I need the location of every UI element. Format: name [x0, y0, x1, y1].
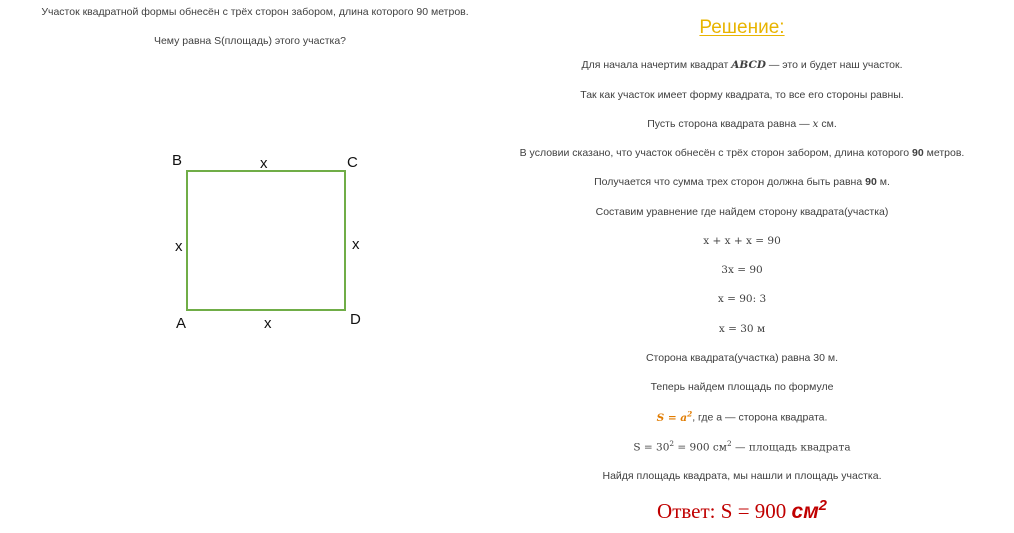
vertex-label-d: D — [350, 311, 361, 328]
vertex-label-b: B — [172, 152, 183, 169]
l1-abcd: ABCD — [731, 59, 766, 71]
solution-line-10 — [480, 439, 1004, 454]
answer-pre: Ответ: S = 900 — [657, 499, 792, 523]
equation-1: x + x + x = 90 — [703, 235, 781, 247]
side-label-bottom: x — [264, 315, 272, 332]
side-label-top: x — [260, 155, 268, 172]
l5-num: 90 — [865, 176, 877, 188]
solution-line-6: Составим уравнение где найдем сторону квадрата(участка) — [595, 206, 889, 218]
equation-4: x = 30 м — [718, 323, 766, 335]
l1-post: — это и будет наш участок. — [765, 59, 903, 71]
vertex-label-c: C — [347, 154, 358, 171]
l5-post: м. — [876, 176, 890, 188]
solution-line-2: Так как участок имеет форму квадрата, то все его стороны равны. — [580, 89, 904, 101]
equation-3: x = 90: 3 — [717, 293, 767, 305]
l10-pre: S = 30 — [633, 441, 670, 454]
solution-section — [480, 0, 1004, 533]
area-formula — [656, 409, 693, 424]
answer — [480, 498, 1004, 524]
l4-pre: В условии сказано, что участок обнесён с трёх сторон забором, длина которого — [519, 147, 913, 159]
area-formula-exp: 2 — [687, 409, 693, 418]
answer-exp: 2 — [818, 498, 827, 514]
side-label-right: x — [352, 236, 360, 253]
square-figure — [150, 145, 390, 345]
l3-x: x — [812, 118, 819, 130]
solution-line-3 — [480, 118, 1004, 130]
solution-line-9 — [480, 409, 1004, 424]
l4-post: метров. — [923, 147, 965, 159]
equation-2: 3x = 90 — [721, 264, 763, 276]
l10-mid: = 900 см — [674, 441, 727, 454]
area-formula-base: S = a — [656, 411, 688, 424]
solution-line-7: Сторона квадрата(участка) равна 30 м. — [645, 352, 839, 364]
l1-pre: Для начала начертим квадрат — [581, 59, 732, 71]
square-shape — [187, 171, 345, 310]
answer-unit: см — [791, 500, 819, 523]
l3-post: см. — [818, 118, 837, 130]
l3-pre: Пусть сторона квадрата равна — — [647, 118, 813, 130]
solution-line-11: Найдя площадь квадрата, мы нашли и площадь участка. — [602, 470, 882, 482]
problem-line-1: Участок квадратной формы обнесён с трёх сторон забором, длина которого 90 метров. — [41, 6, 469, 18]
solution-line-5 — [480, 176, 1004, 188]
l5-pre: Получается что сумма трех сторон должна быть равна — [594, 176, 866, 188]
l10-exp2: 2 — [726, 439, 732, 448]
solution-line-1 — [480, 59, 1004, 71]
side-label-left: x — [175, 238, 183, 255]
l4-num: 90 — [912, 147, 924, 159]
l10-exp1: 2 — [669, 439, 675, 448]
l10-post: — площадь квадрата — [731, 441, 851, 454]
problem-line-2: Чему равна S(площадь) этого участка? — [153, 35, 347, 47]
solution-line-4 — [480, 147, 1004, 159]
vertex-label-a: A — [176, 315, 187, 332]
solution-line-8: Теперь найдем площадь по формуле — [650, 381, 834, 393]
solution-title: Решение: — [699, 17, 785, 38]
l9-post: , где a — сторона квадрата. — [692, 411, 828, 424]
